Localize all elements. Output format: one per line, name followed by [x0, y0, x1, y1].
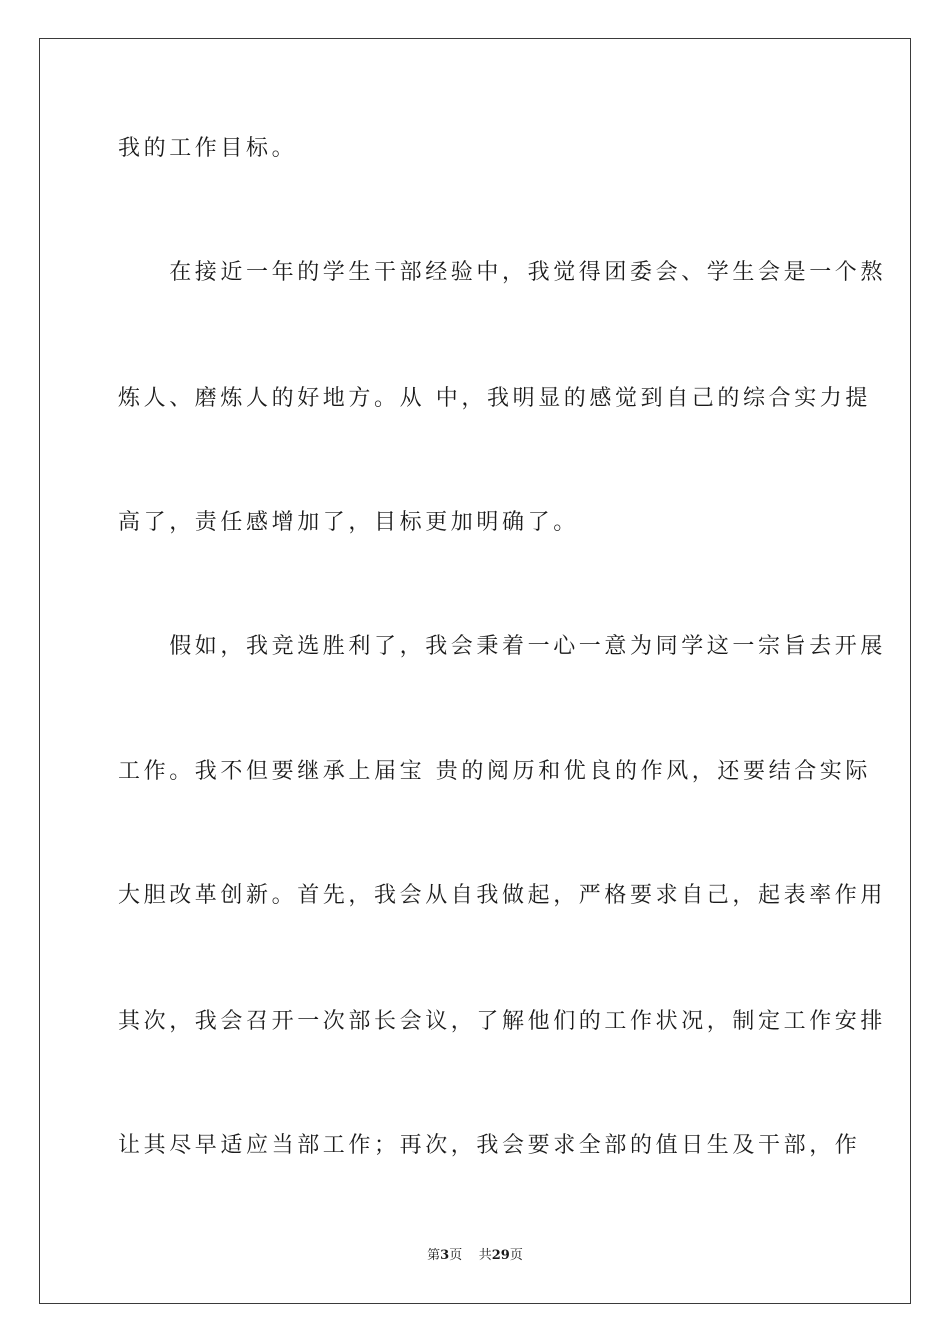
page-suffix: 页	[449, 1248, 463, 1263]
body-line-9: 让其尽早适应当部工作；再次，我会要求全部的值日生及干部，作	[118, 1133, 861, 1158]
body-line-2: 在接近一年的学生干部经验中，我觉得团委会、学生会是一个熬	[118, 260, 887, 285]
body-line-6: 工作。我不但要继承上届宝 贵的阅历和优良的作风，还要结合实际	[118, 759, 871, 784]
page-border	[39, 38, 911, 1304]
body-line-3: 炼人、磨炼人的好地方。从 中，我明显的感觉到自己的综合实力提	[118, 386, 871, 411]
body-line-5: 假如，我竞选胜利了，我会秉着一心一意为同学这一宗旨去开展	[118, 634, 887, 659]
total-page-number: 29	[491, 1248, 510, 1263]
current-page-number: 3	[440, 1248, 450, 1263]
page-prefix: 第	[427, 1248, 441, 1263]
body-line-4: 高了，责任感增加了，目标更加明确了。	[118, 510, 579, 535]
body-line-1: 我的工作目标。	[118, 136, 298, 161]
total-prefix: 共	[478, 1248, 492, 1263]
total-suffix: 页	[509, 1248, 523, 1263]
page-footer	[0, 1247, 950, 1265]
body-line-8: 其次，我会召开一次部长会议，了解他们的工作状况，制定工作安排	[118, 1009, 887, 1034]
body-line-7: 大胆改革创新。首先，我会从自我做起，严格要求自己，起表率作用	[118, 883, 887, 908]
